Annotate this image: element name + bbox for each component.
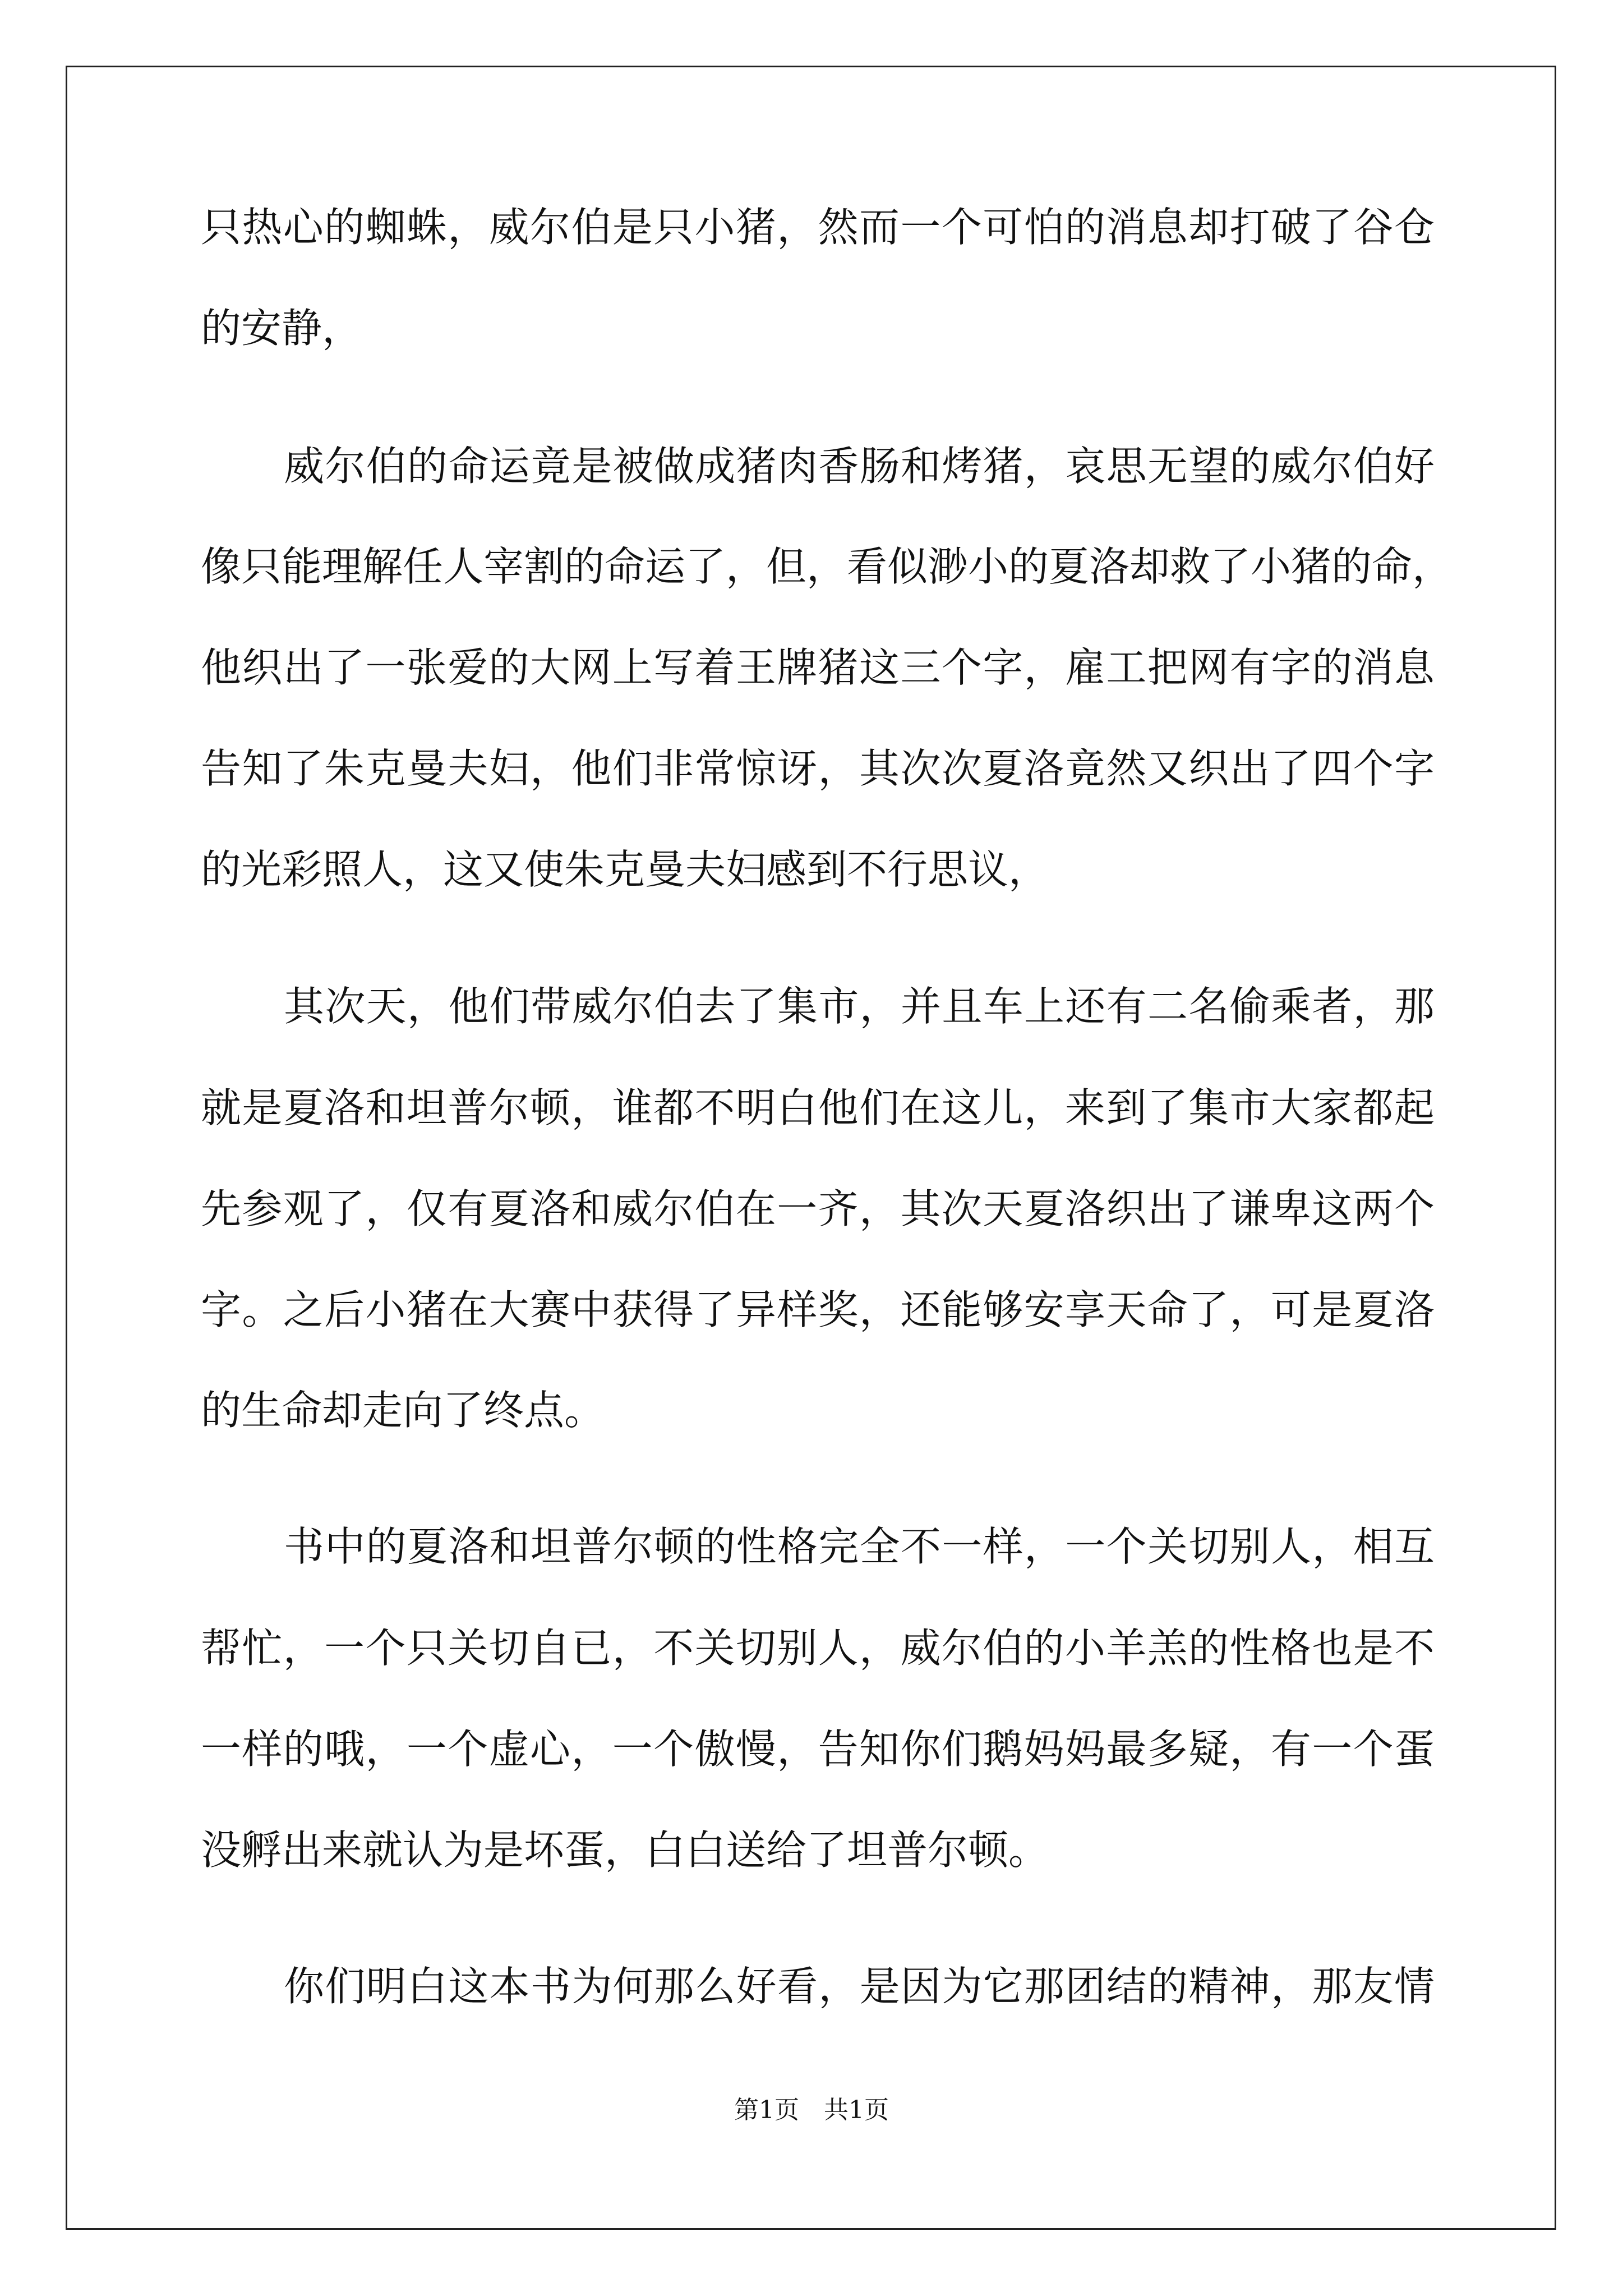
paragraph-first-line: 其次天，他们带威尔伯去了集市，并且车上还有二名偷乘者，那 xyxy=(284,983,1435,1030)
text-line: 的生命却走向了终点。 xyxy=(201,1387,605,1434)
paragraph-first-line: 威尔伯的命运竟是被做成猪肉香肠和烤猪，哀思无望的威尔伯好 xyxy=(284,443,1435,490)
paragraph-first-line: 书中的夏洛和坦普尔顿的性格完全不一样，一个关切别人，相互 xyxy=(284,1523,1435,1570)
text-line: 没孵出来就认为是坏蛋，白白送给了坦普尔顿。 xyxy=(201,1826,1049,1874)
text-line: 只热心的蜘蛛，威尔伯是只小猪，然而一个可怕的消息却打破了谷仓 xyxy=(201,204,1435,251)
text-line: 的安静， xyxy=(201,305,363,352)
text-line: 他织出了一张爱的大网上写着王牌猪这三个字，雇工把网有字的消息 xyxy=(201,644,1435,691)
text-line: 帮忙，一个只关切自已，不关切别人，威尔伯的小羊羔的性格也是不 xyxy=(201,1625,1435,1672)
page-border xyxy=(66,66,1556,2230)
text-line: 像只能理解任人宰割的命运了，但，看似渺小的夏洛却救了小猪的命， xyxy=(201,543,1453,590)
text-line: 就是夏洛和坦普尔顿，谁都不明白他们在这儿，来到了集市大家都起 xyxy=(201,1084,1435,1131)
text-line: 先参观了，仅有夏洛和威尔伯在一齐，其次天夏洛织出了谦卑这两个 xyxy=(201,1185,1435,1232)
paragraph-first-line: 你们明白这本书为何那么好看，是因为它那团结的精神，那友情 xyxy=(284,1963,1435,2010)
text-line: 的光彩照人，这又使朱克曼夫妇感到不行思议， xyxy=(201,846,1049,893)
page-number-footer: 第1页 共1页 xyxy=(734,2096,889,2124)
text-line: 一样的哦，一个虚心，一个傲慢，告知你们鹅妈妈最多疑，有一个蛋 xyxy=(201,1726,1435,1773)
text-line: 告知了朱克曼夫妇，他们非常惊讶，其次次夏洛竟然又织出了四个字 xyxy=(201,745,1435,792)
text-line: 字。之后小猪在大赛中获得了异样奖，还能够安享天命了，可是夏洛 xyxy=(201,1286,1435,1333)
